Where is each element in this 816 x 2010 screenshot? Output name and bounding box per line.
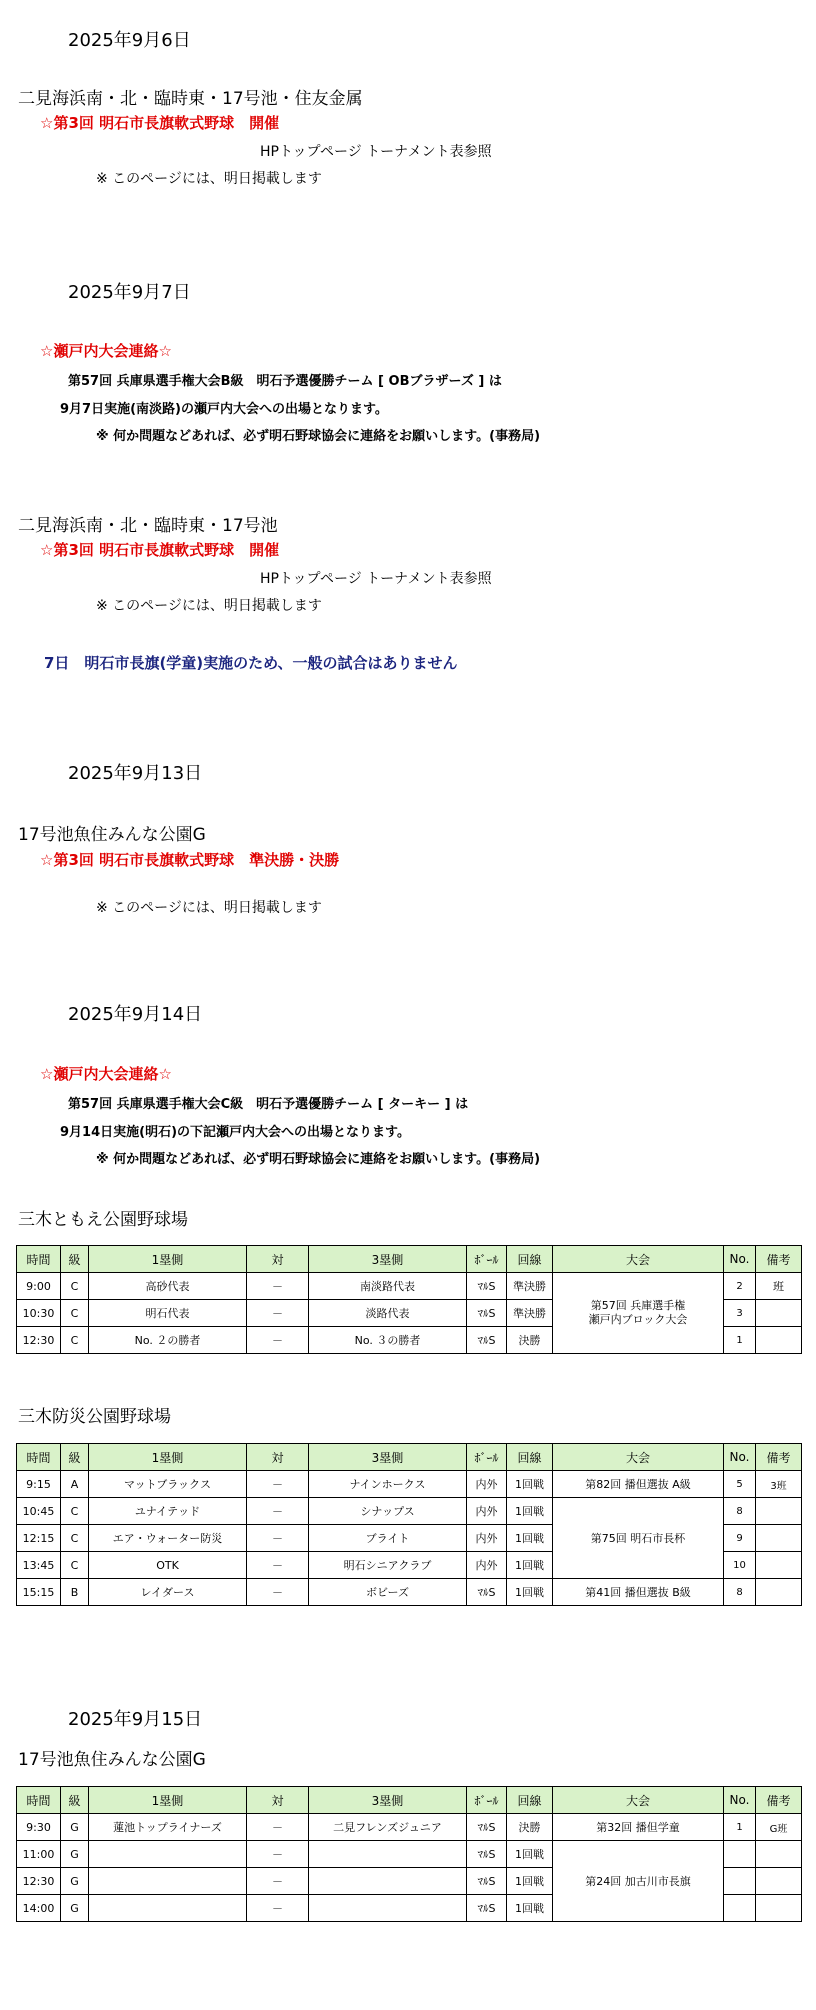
cell-no: 1: [724, 1327, 756, 1354]
cell-no: 5: [724, 1471, 756, 1498]
reference-note: HPトップページ トーナメント表参照: [260, 144, 492, 160]
header-remarks: 備考: [756, 1787, 802, 1814]
cell-no: 3: [724, 1300, 756, 1327]
setouchi-title: ☆瀬戸内大会連絡☆: [40, 342, 172, 360]
cell-time: 13:45: [17, 1552, 61, 1579]
cell-round: 1回戦: [507, 1525, 553, 1552]
tournament-line2: 瀬戸内ブロック大会: [588, 1313, 688, 1326]
cell-tournament: 第82回 播但選抜 A級: [553, 1471, 724, 1498]
cell-time: 10:45: [17, 1498, 61, 1525]
cell-ball: ﾏﾙS: [467, 1895, 507, 1922]
cell-first-team: マットブラックス: [89, 1471, 247, 1498]
cell-remarks: 班: [756, 1273, 802, 1300]
cell-no: 2: [724, 1273, 756, 1300]
cell-class: C: [61, 1552, 89, 1579]
cell-no: [724, 1841, 756, 1868]
cell-class: G: [61, 1841, 89, 1868]
header-time: 時間: [17, 1787, 61, 1814]
venue-heading: 二見海浜南・北・臨時東・17号池・住友金属: [18, 89, 363, 109]
date-heading-0913: 2025年9月13日: [68, 763, 203, 784]
cell-class: G: [61, 1868, 89, 1895]
cell-time: 12:30: [17, 1327, 61, 1354]
cell-ball: ﾏﾙS: [467, 1868, 507, 1895]
cell-tournament: 第24回 加古川市長旗: [553, 1841, 724, 1922]
cell-third-team: [309, 1895, 467, 1922]
header-round: 回線: [507, 1787, 553, 1814]
cell-third-team: ブライト: [309, 1525, 467, 1552]
cell-round: 1回戦: [507, 1471, 553, 1498]
cell-remarks: [756, 1579, 802, 1606]
table-row: [17, 1471, 802, 1498]
cell-no: 9: [724, 1525, 756, 1552]
header-no: No.: [724, 1787, 756, 1814]
cell-class: C: [61, 1273, 89, 1300]
cell-tournament: 第41回 播但選抜 B級: [553, 1579, 724, 1606]
cell-remarks: [756, 1841, 802, 1868]
setouchi-line1: 第57回 兵庫県選手権大会C級 明石予選優勝チーム [ ターキー ] は: [68, 1097, 469, 1112]
header-third-base: 3塁側: [309, 1444, 467, 1471]
header-ball: ﾎﾞｰﾙ: [467, 1246, 507, 1273]
event-notice: ☆第3回 明石市長旗軟式野球 開催: [40, 114, 280, 132]
cell-ball: 内外: [467, 1498, 507, 1525]
cell-class: G: [61, 1814, 89, 1841]
cell-vs: －: [247, 1895, 309, 1922]
header-no: No.: [724, 1246, 756, 1273]
table-row: [17, 1273, 802, 1300]
cell-time: 12:30: [17, 1868, 61, 1895]
venue-heading: 17号池魚住みんな公園G: [18, 1750, 206, 1770]
header-tournament: 大会: [553, 1787, 724, 1814]
cell-third-team: 淡路代表: [309, 1300, 467, 1327]
cell-time: 14:00: [17, 1895, 61, 1922]
table-row: [17, 1814, 802, 1841]
cell-no: [724, 1868, 756, 1895]
cell-class: C: [61, 1300, 89, 1327]
cell-class: G: [61, 1895, 89, 1922]
cell-round: 1回戦: [507, 1841, 553, 1868]
venue-heading-miki-tomoe: 三木ともえ公園野球場: [18, 1210, 188, 1230]
cell-remarks: 3班: [756, 1471, 802, 1498]
setouchi-line3: ※ 何か問題などあれば、必ず明石野球協会に連絡をお願いします。(事務局): [96, 1152, 541, 1167]
table-header-row: [17, 1246, 802, 1273]
cell-remarks: [756, 1300, 802, 1327]
header-third-base: 3塁側: [309, 1787, 467, 1814]
posting-note: ※ このページには、明日掲載します: [96, 598, 322, 614]
header-first-base: 1塁側: [89, 1787, 247, 1814]
setouchi-line1: 第57回 兵庫県選手権大会B級 明石予選優勝チーム [ OBブラザーズ ] は: [68, 374, 502, 389]
cell-ball: 内外: [467, 1525, 507, 1552]
header-vs: 対: [247, 1246, 309, 1273]
cell-ball: ﾏﾙS: [467, 1327, 507, 1354]
table-row: [17, 1498, 802, 1525]
header-ball: ﾎﾞｰﾙ: [467, 1444, 507, 1471]
date-heading-0915: 2025年9月15日: [68, 1709, 203, 1730]
cell-first-team: [89, 1895, 247, 1922]
cell-round: 1回戦: [507, 1895, 553, 1922]
cell-time: 9:30: [17, 1814, 61, 1841]
cell-ball: ﾏﾙS: [467, 1273, 507, 1300]
date-heading-0914: 2025年9月14日: [68, 1004, 203, 1025]
cell-vs: －: [247, 1327, 309, 1354]
cell-third-team: [309, 1841, 467, 1868]
cell-ball: ﾏﾙS: [467, 1300, 507, 1327]
cell-first-team: レイダース: [89, 1579, 247, 1606]
cell-vs: －: [247, 1814, 309, 1841]
cell-tournament: 第32回 播但学童: [553, 1814, 724, 1841]
event-notice: ☆第3回 明石市長旗軟式野球 開催: [40, 541, 280, 559]
cell-class: A: [61, 1471, 89, 1498]
cell-class: C: [61, 1525, 89, 1552]
venue-heading-miki-bousai: 三木防災公園野球場: [18, 1407, 171, 1427]
header-no: No.: [724, 1444, 756, 1471]
header-class: 級: [61, 1444, 89, 1471]
header-class: 級: [61, 1246, 89, 1273]
cell-tournament: 第75回 明石市長杯: [553, 1498, 724, 1579]
no-games-notice: 7日 明石市長旗(学童)実施のため、一般の試合はありません: [44, 654, 458, 672]
tournament-line1: 第57回 兵庫選手権: [590, 1299, 686, 1312]
table-row: [17, 1579, 802, 1606]
setouchi-title: ☆瀬戸内大会連絡☆: [40, 1065, 172, 1083]
cell-third-team: 明石シニアクラブ: [309, 1552, 467, 1579]
cell-remarks: [756, 1895, 802, 1922]
cell-third-team: シナップス: [309, 1498, 467, 1525]
cell-remarks: [756, 1327, 802, 1354]
cell-no: [724, 1895, 756, 1922]
header-time: 時間: [17, 1246, 61, 1273]
cell-round: 1回戦: [507, 1868, 553, 1895]
cell-tournament: [553, 1273, 724, 1354]
cell-third-team: 南淡路代表: [309, 1273, 467, 1300]
cell-third-team: ボビーズ: [309, 1579, 467, 1606]
cell-third-team: [309, 1868, 467, 1895]
cell-remarks: G班: [756, 1814, 802, 1841]
cell-first-team: 明石代表: [89, 1300, 247, 1327]
cell-first-team: 高砂代表: [89, 1273, 247, 1300]
cell-no: 10: [724, 1552, 756, 1579]
cell-round: 1回戦: [507, 1552, 553, 1579]
date-heading-0906: 2025年9月6日: [68, 30, 191, 51]
cell-vs: －: [247, 1868, 309, 1895]
cell-first-team: No. ２の勝者: [89, 1327, 247, 1354]
cell-first-team: [89, 1841, 247, 1868]
header-third-base: 3塁側: [309, 1246, 467, 1273]
table-header-row: [17, 1444, 802, 1471]
posting-note: ※ このページには、明日掲載します: [96, 171, 322, 187]
header-tournament: 大会: [553, 1246, 724, 1273]
header-remarks: 備考: [756, 1246, 802, 1273]
header-tournament: 大会: [553, 1444, 724, 1471]
venue-heading: 二見海浜南・北・臨時東・17号池: [18, 516, 278, 536]
cell-remarks: [756, 1868, 802, 1895]
cell-third-team: 二見フレンズジュニア: [309, 1814, 467, 1841]
cell-round: 決勝: [507, 1327, 553, 1354]
header-ball: ﾎﾞｰﾙ: [467, 1787, 507, 1814]
header-time: 時間: [17, 1444, 61, 1471]
cell-first-team: [89, 1868, 247, 1895]
cell-vs: －: [247, 1300, 309, 1327]
header-round: 回線: [507, 1246, 553, 1273]
cell-ball: ﾏﾙS: [467, 1814, 507, 1841]
header-remarks: 備考: [756, 1444, 802, 1471]
cell-no: 8: [724, 1579, 756, 1606]
cell-time: 10:30: [17, 1300, 61, 1327]
cell-no: 1: [724, 1814, 756, 1841]
cell-remarks: [756, 1525, 802, 1552]
cell-third-team: ナインホークス: [309, 1471, 467, 1498]
setouchi-line3: ※ 何か問題などあれば、必ず明石野球協会に連絡をお願いします。(事務局): [96, 429, 541, 444]
posting-note: ※ このページには、明日掲載します: [96, 900, 322, 916]
setouchi-line2: 9月7日実施(南淡路)の瀬戸内大会への出場となります。: [60, 402, 388, 417]
cell-remarks: [756, 1552, 802, 1579]
cell-class: B: [61, 1579, 89, 1606]
cell-vs: －: [247, 1273, 309, 1300]
cell-first-team: 蓮池トップライナーズ: [89, 1814, 247, 1841]
cell-time: 9:15: [17, 1471, 61, 1498]
schedule-table-miki-tomoe: [16, 1245, 802, 1354]
event-notice: ☆第3回 明石市長旗軟式野球 準決勝・決勝: [40, 851, 340, 869]
header-first-base: 1塁側: [89, 1444, 247, 1471]
cell-remarks: [756, 1498, 802, 1525]
date-heading-0907: 2025年9月7日: [68, 282, 191, 303]
cell-first-team: ユナイテッド: [89, 1498, 247, 1525]
cell-round: 決勝: [507, 1814, 553, 1841]
cell-ball: ﾏﾙS: [467, 1841, 507, 1868]
cell-ball: ﾏﾙS: [467, 1579, 507, 1606]
cell-round: 準決勝: [507, 1273, 553, 1300]
cell-vs: －: [247, 1552, 309, 1579]
venue-heading: 17号池魚住みんな公園G: [18, 825, 206, 845]
cell-time: 12:15: [17, 1525, 61, 1552]
table-header-row: [17, 1787, 802, 1814]
header-class: 級: [61, 1787, 89, 1814]
header-first-base: 1塁側: [89, 1246, 247, 1273]
table-row: [17, 1841, 802, 1868]
cell-vs: －: [247, 1525, 309, 1552]
cell-no: 8: [724, 1498, 756, 1525]
cell-time: 15:15: [17, 1579, 61, 1606]
cell-time: 11:00: [17, 1841, 61, 1868]
cell-class: C: [61, 1327, 89, 1354]
schedule-table-17gouike: [16, 1786, 802, 1922]
cell-ball: 内外: [467, 1471, 507, 1498]
cell-round: 1回戦: [507, 1579, 553, 1606]
setouchi-line2: 9月14日実施(明石)の下記瀬戸内大会への出場となります。: [60, 1125, 410, 1140]
cell-first-team: OTK: [89, 1552, 247, 1579]
cell-ball: 内外: [467, 1552, 507, 1579]
cell-round: 準決勝: [507, 1300, 553, 1327]
cell-time: 9:00: [17, 1273, 61, 1300]
reference-note: HPトップページ トーナメント表参照: [260, 571, 492, 587]
schedule-table-miki-bousai: [16, 1443, 802, 1606]
cell-round: 1回戦: [507, 1498, 553, 1525]
header-vs: 対: [247, 1444, 309, 1471]
cell-first-team: エア・ウォーター防災: [89, 1525, 247, 1552]
header-round: 回線: [507, 1444, 553, 1471]
cell-vs: －: [247, 1498, 309, 1525]
cell-vs: －: [247, 1471, 309, 1498]
cell-vs: －: [247, 1579, 309, 1606]
header-vs: 対: [247, 1787, 309, 1814]
cell-third-team: No. ３の勝者: [309, 1327, 467, 1354]
cell-vs: －: [247, 1841, 309, 1868]
cell-class: C: [61, 1498, 89, 1525]
